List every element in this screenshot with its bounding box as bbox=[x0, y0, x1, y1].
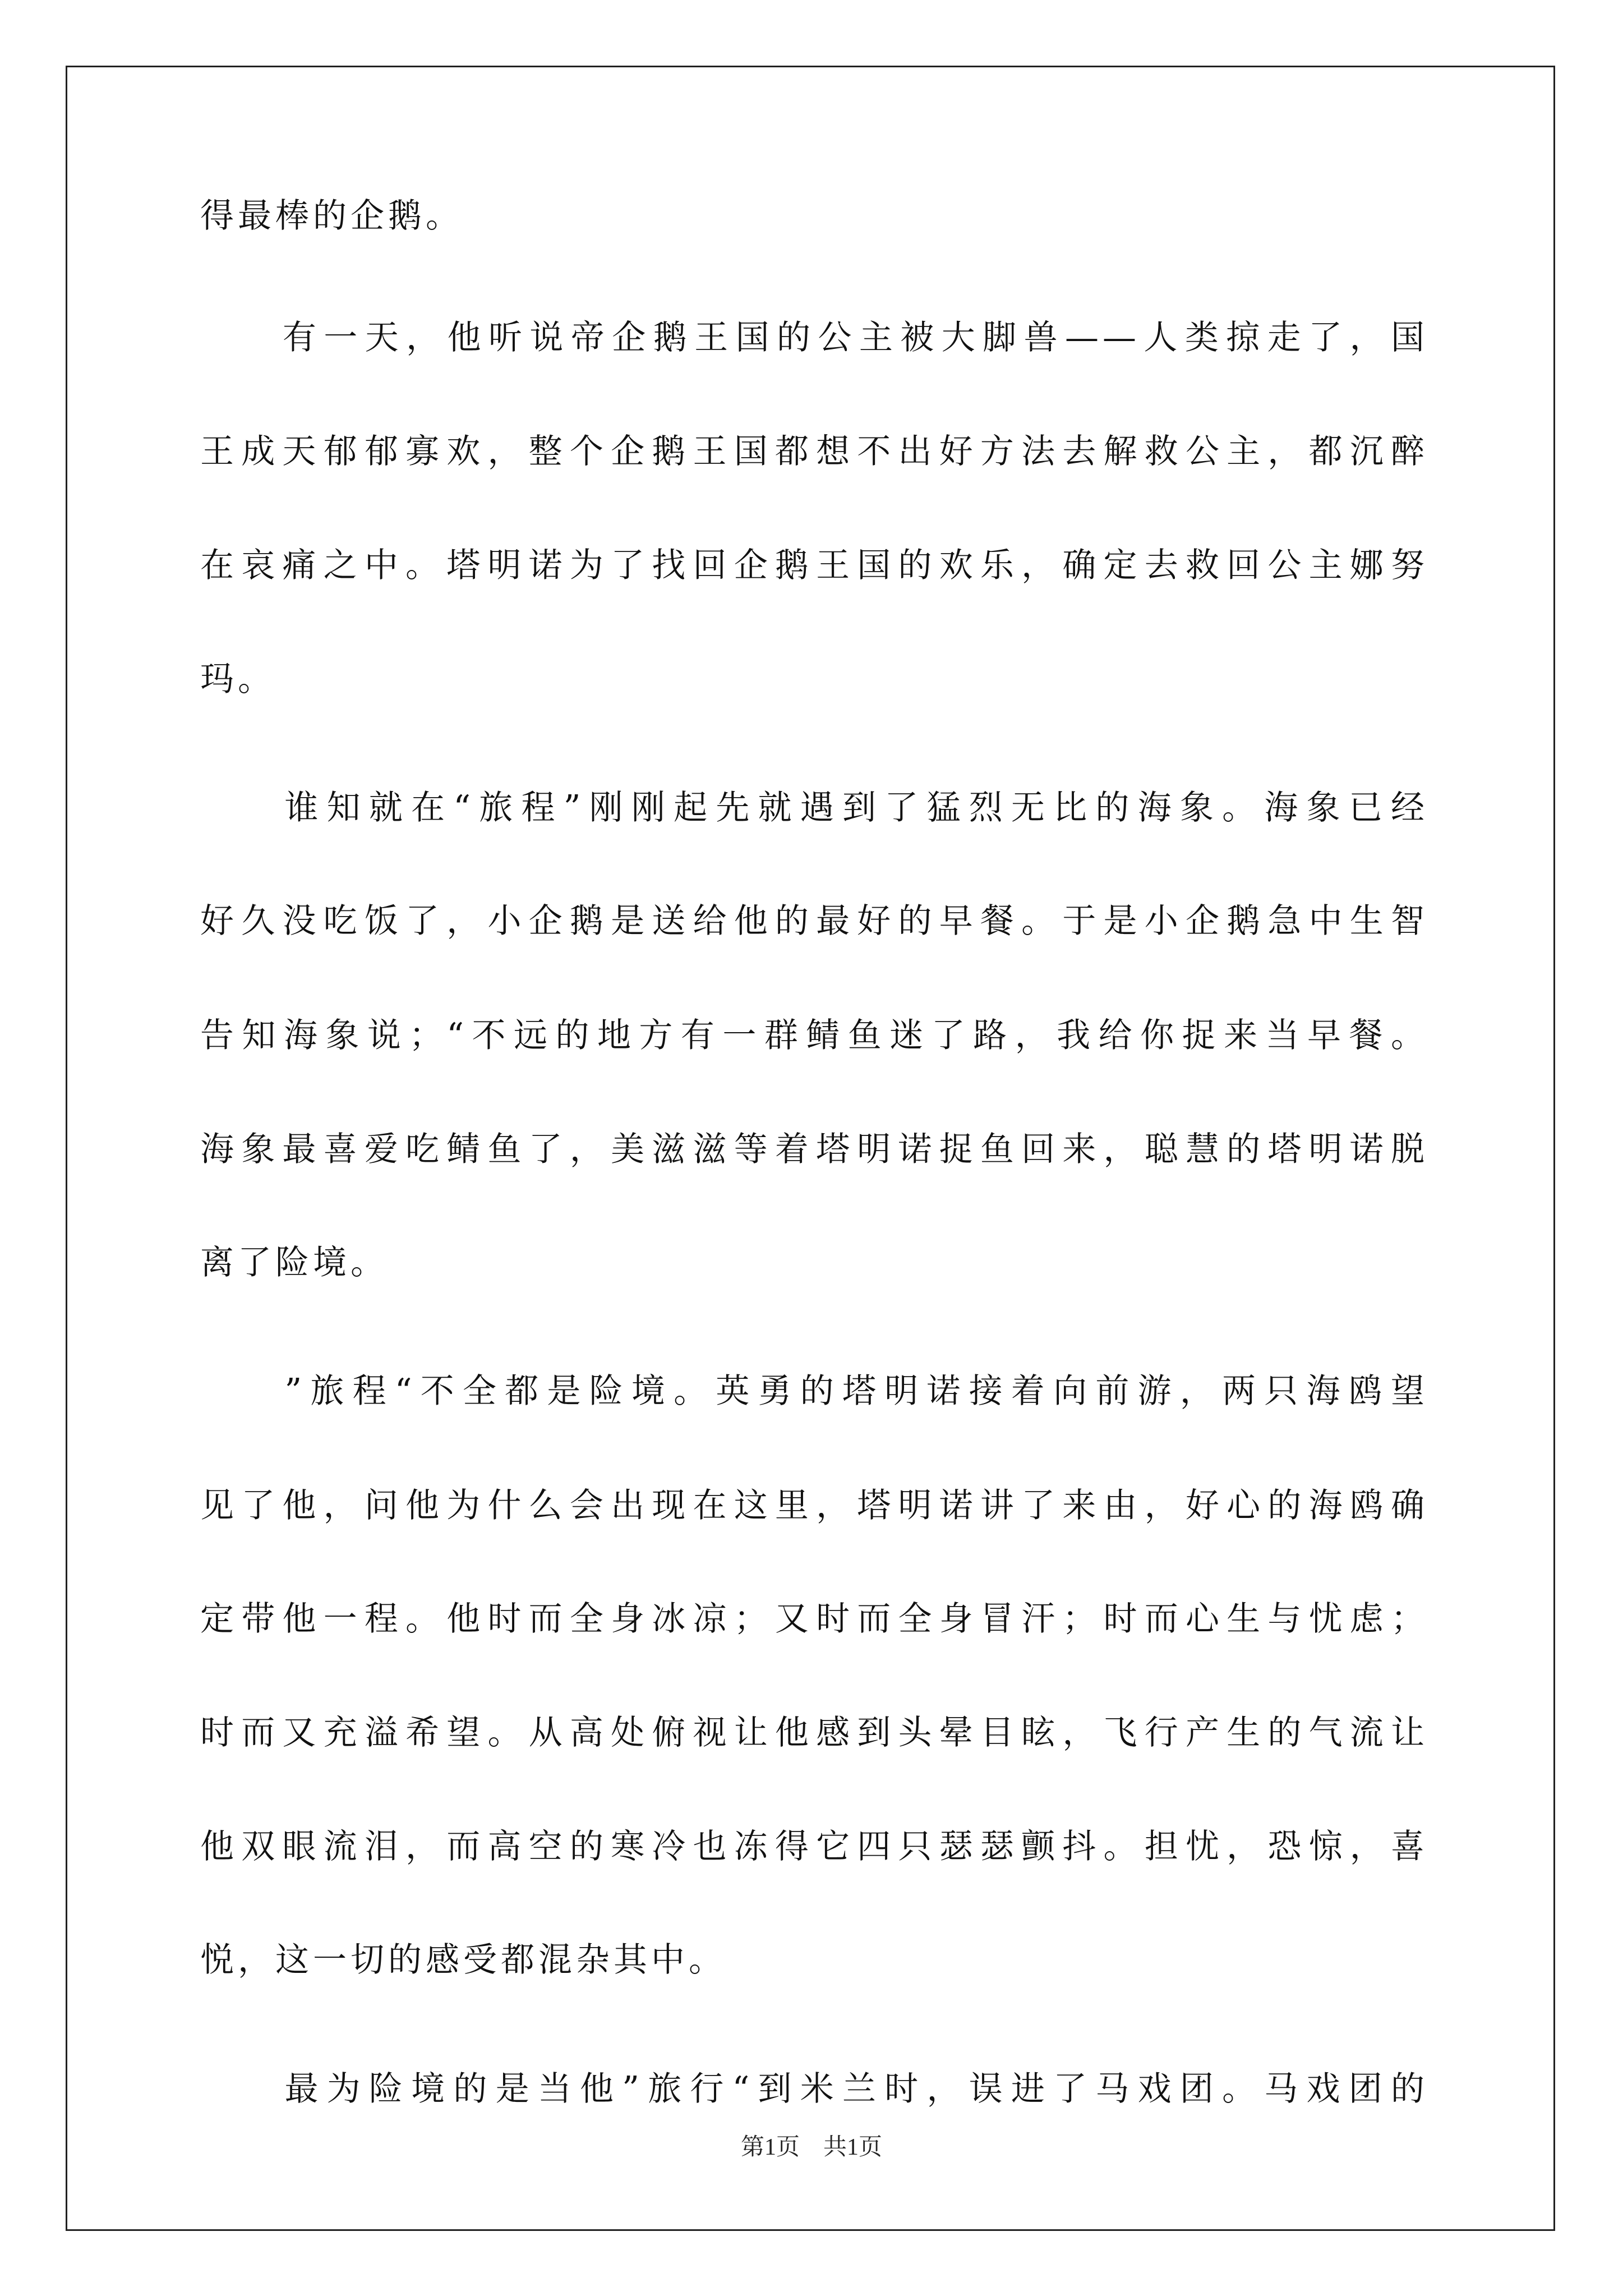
text-line: 他双眼流泪，而高空的寒冷也冻得它四只瑟瑟颤抖。担忧，恐惊，喜 bbox=[200, 1827, 1428, 1866]
text-line: 谁知就在“旅程”刚刚起先就遇到了猛烈无比的海象。海象已经 bbox=[200, 788, 1428, 827]
text-line: 玛。 bbox=[200, 660, 275, 699]
text-line: ”旅程“不全都是险境。英勇的塔明诺接着向前游，两只海鸥望 bbox=[200, 1372, 1428, 1411]
text-line: 在哀痛之中。塔明诺为了找回企鹅王国的欢乐，确定去救回公主娜努 bbox=[200, 546, 1428, 585]
page-footer: 第1页 共1页 bbox=[740, 2134, 882, 2160]
text-line: 时而又充溢希望。从高处俯视让他感到头晕目眩，飞行产生的气流让 bbox=[200, 1713, 1428, 1752]
text-line: 王成天郁郁寡欢，整个企鹅王国都想不出好方法去解救公主，都沉醉 bbox=[200, 432, 1428, 471]
text-line: 最为险境的是当他”旅行“到米兰时，误进了马戏团。马戏团的 bbox=[200, 2069, 1428, 2109]
text-line: 好久没吃饭了，小企鹅是送给他的最好的早餐。于是小企鹅急中生智 bbox=[200, 901, 1428, 941]
text-line: 悦，这一切的感受都混杂其中。 bbox=[200, 1940, 726, 1980]
text-line: 有一天，他听说帝企鹅王国的公主被大脚兽——人类掠走了，国 bbox=[200, 318, 1428, 357]
text-line: 海象最喜爱吃鲭鱼了，美滋滋等着塔明诺捉鱼回来，聪慧的塔明诺脱 bbox=[200, 1130, 1428, 1169]
text-line: 得最棒的企鹅。 bbox=[200, 196, 463, 236]
text-line: 告知海象说；“不远的地方有一群鲭鱼迷了路，我给你捉来当早餐。 bbox=[200, 1016, 1428, 1055]
text-line: 离了险境。 bbox=[200, 1243, 388, 1282]
text-line: 定带他一程。他时而全身冰凉；又时而全身冒汗；时而心生与忧虑； bbox=[200, 1599, 1428, 1639]
text-line: 见了他，问他为什么会出现在这里，塔明诺讲了来由，好心的海鸥确 bbox=[200, 1486, 1428, 1525]
